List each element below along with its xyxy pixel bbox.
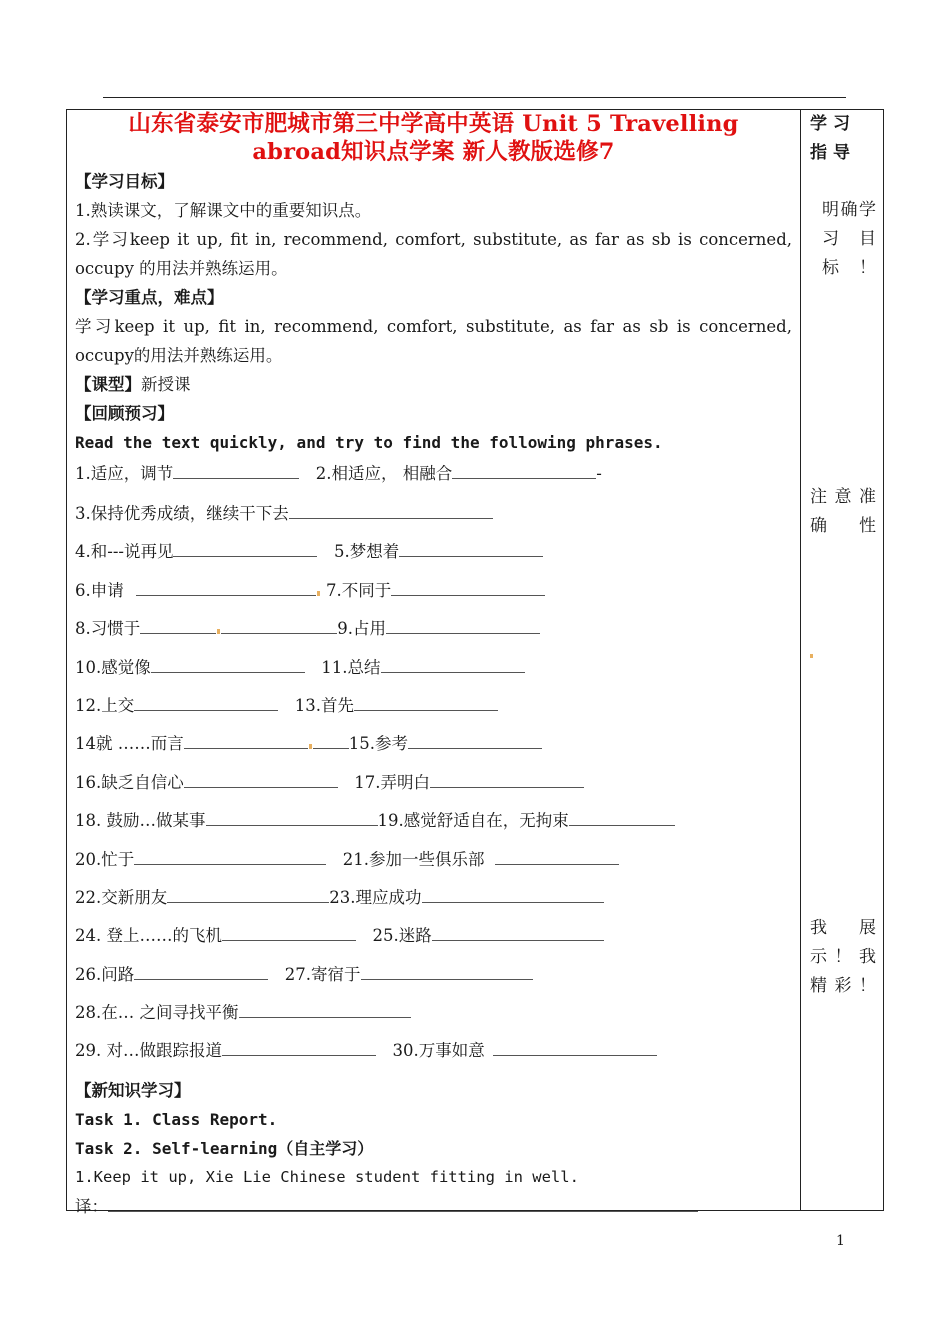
phrase-row-6: [75, 648, 792, 686]
lesson-type-value: 新授课: [141, 375, 191, 394]
blank-8a[interactable]: [140, 616, 216, 634]
phrase-row-3: [75, 532, 792, 570]
blank-5[interactable]: [399, 539, 543, 557]
blank-10[interactable]: [151, 655, 305, 673]
sidebar-note-accuracy: 注意准确性: [810, 487, 876, 536]
title-line-2: abroad知识点学案 新人教版选修7: [252, 139, 615, 165]
phrase-row-8: [75, 724, 792, 762]
phrase-15: 15.参考: [348, 734, 408, 754]
phrase-9: 9.占用: [337, 619, 386, 639]
new-knowledge-heading: 【新知识学习】: [75, 1080, 191, 1100]
blank-28[interactable]: [239, 1000, 411, 1018]
blank-14b[interactable]: [313, 731, 349, 749]
blank-27[interactable]: [361, 962, 533, 980]
lesson-type: [75, 370, 792, 399]
phrase-row-11: [75, 840, 792, 878]
task-1: Task 1. Class Report.: [75, 1109, 278, 1129]
blank-7[interactable]: [391, 578, 545, 596]
phrase-29: 29. 对…做跟踪报道: [75, 1041, 222, 1061]
phrase-27: 27.寄宿于: [284, 964, 361, 984]
phrase-8: 8.习惯于: [75, 619, 141, 639]
phrase-10: 10.感觉像: [75, 657, 151, 677]
sentence-1: 1.Keep it up, Xie Lie Chinese student fitting in well.: [75, 1167, 579, 1186]
goals-heading: 【学习目标】: [75, 172, 174, 191]
task-2: Task 2. Self-learning（自主学习）: [75, 1138, 374, 1158]
blank-14a[interactable]: [184, 731, 308, 749]
phrase-21: 21.参加一些俱乐部: [342, 849, 485, 869]
phrase-row-1: [75, 461, 792, 483]
blank-13[interactable]: [354, 693, 498, 711]
phrase-6: 6.申请: [75, 580, 124, 600]
phrase-14: 14就 ……而言: [75, 734, 184, 754]
phrase-17: 17.弄明白: [354, 772, 430, 792]
blank-16[interactable]: [184, 770, 338, 788]
title-line-1: 山东省泰安市肥城市第三中学高中英语 Unit 5 Travelling: [128, 111, 739, 137]
blank-29[interactable]: [222, 1038, 376, 1056]
phrase-4: 4.和---说再见: [75, 542, 174, 562]
blank-30[interactable]: [493, 1038, 657, 1056]
page-number: 1: [836, 1233, 845, 1249]
blank-20[interactable]: [134, 847, 326, 865]
highlight-mark: [217, 629, 220, 634]
phrase-row-2: [75, 494, 792, 532]
blank-19[interactable]: [569, 808, 675, 826]
blank-24[interactable]: [222, 923, 356, 941]
sidebar-note-showcase: 我展示！我精彩！: [810, 918, 876, 996]
blank-8b[interactable]: [221, 616, 337, 634]
main-column: [75, 110, 792, 1221]
translation-blank[interactable]: [108, 1194, 698, 1212]
phrase-25: 25.迷路: [372, 926, 432, 946]
phrase-11: 11.总结: [321, 657, 381, 677]
phrase-30: 30.万事如意: [392, 1041, 485, 1061]
goal-2: 2.学习keep it up, fit in, recommend, comfort, substitute, as far as sb is concerned, occupy 的用法并熟练运用。: [75, 230, 792, 278]
phrase-24: 24. 登上……的飞机: [75, 926, 222, 946]
phrase-row-7: [75, 686, 792, 724]
phrase-row-13: [75, 916, 792, 954]
document-title: [75, 110, 792, 166]
blank-23[interactable]: [422, 885, 604, 903]
blank-2-dash: -: [596, 464, 602, 483]
phrase-row-4: [75, 571, 792, 609]
phrase-row-5: [75, 609, 792, 647]
top-rule: [103, 97, 846, 98]
key-points-text: 学习keep it up, fit in, recommend, comfort, substitute, as far as sb is concerned, occupy的用法并熟练运用。: [75, 317, 792, 365]
phrase-row-15: [75, 993, 792, 1031]
phrase-23: 23.理应成功: [329, 887, 422, 907]
phrase-row-12: [75, 878, 792, 916]
blank-15[interactable]: [408, 731, 542, 749]
sidebar-note-goals: 明确学习目标！: [822, 200, 876, 278]
highlight-mark: [309, 744, 312, 749]
blank-18[interactable]: [206, 808, 378, 826]
translation-line: [75, 1192, 792, 1221]
highlight-mark: [810, 654, 813, 658]
column-divider: [800, 109, 801, 1211]
lesson-type-heading: 【课型】: [75, 375, 141, 394]
phrase-26: 26.问路: [75, 964, 135, 984]
phrase-12: 12.上交: [75, 695, 135, 715]
phrase-5: 5.梦想着: [333, 542, 400, 562]
blank-17[interactable]: [430, 770, 584, 788]
phrase-row-16: [75, 1031, 792, 1069]
blank-3[interactable]: [289, 501, 493, 519]
blank-11[interactable]: [381, 655, 525, 673]
translation-label: 译：: [75, 1196, 108, 1216]
phrase-28: 28.在… 之间寻找平衡: [75, 1003, 239, 1023]
review-heading: 【回顾预习】: [75, 404, 174, 423]
phrase-3: 3.保持优秀成绩，继续干下去: [75, 504, 289, 523]
phrase-row-10: [75, 801, 792, 839]
blank-26[interactable]: [134, 962, 268, 980]
blank-2[interactable]: [452, 461, 596, 479]
blank-6[interactable]: [136, 578, 316, 596]
phrase-row-14: [75, 955, 792, 993]
phrase-row-9: [75, 763, 792, 801]
sidebar-heading: 学习指导: [810, 114, 856, 163]
highlight-mark: [317, 591, 320, 596]
key-points-heading: 【学习重点，难点】: [75, 288, 224, 307]
review-instruction: Read the text quickly, and try to find the following phrases.: [75, 433, 663, 452]
blank-21[interactable]: [495, 847, 619, 865]
phrase-7: 7.不同于: [326, 580, 392, 600]
phrase-2: 2.相适应， 相融合: [315, 464, 453, 483]
phrase-19: 19.感觉舒适自在，无拘束: [377, 811, 569, 831]
phrase-1: 1.适应，调节: [75, 464, 174, 483]
blank-12[interactable]: [134, 693, 278, 711]
phrase-20: 20.忙于: [75, 849, 135, 869]
blank-22[interactable]: [167, 885, 329, 903]
blank-9[interactable]: [386, 616, 540, 634]
phrase-18: 18. 鼓励…做某事: [75, 811, 206, 831]
phrase-22: 22.交新朋友: [75, 887, 168, 907]
blank-4[interactable]: [173, 539, 317, 557]
phrase-16: 16.缺乏自信心: [75, 772, 184, 792]
blank-25[interactable]: [432, 923, 604, 941]
blank-1[interactable]: [173, 461, 299, 479]
phrase-13: 13.首先: [294, 695, 354, 715]
goal-1: 1.熟读课文，了解课文中的重要知识点。: [75, 201, 372, 220]
